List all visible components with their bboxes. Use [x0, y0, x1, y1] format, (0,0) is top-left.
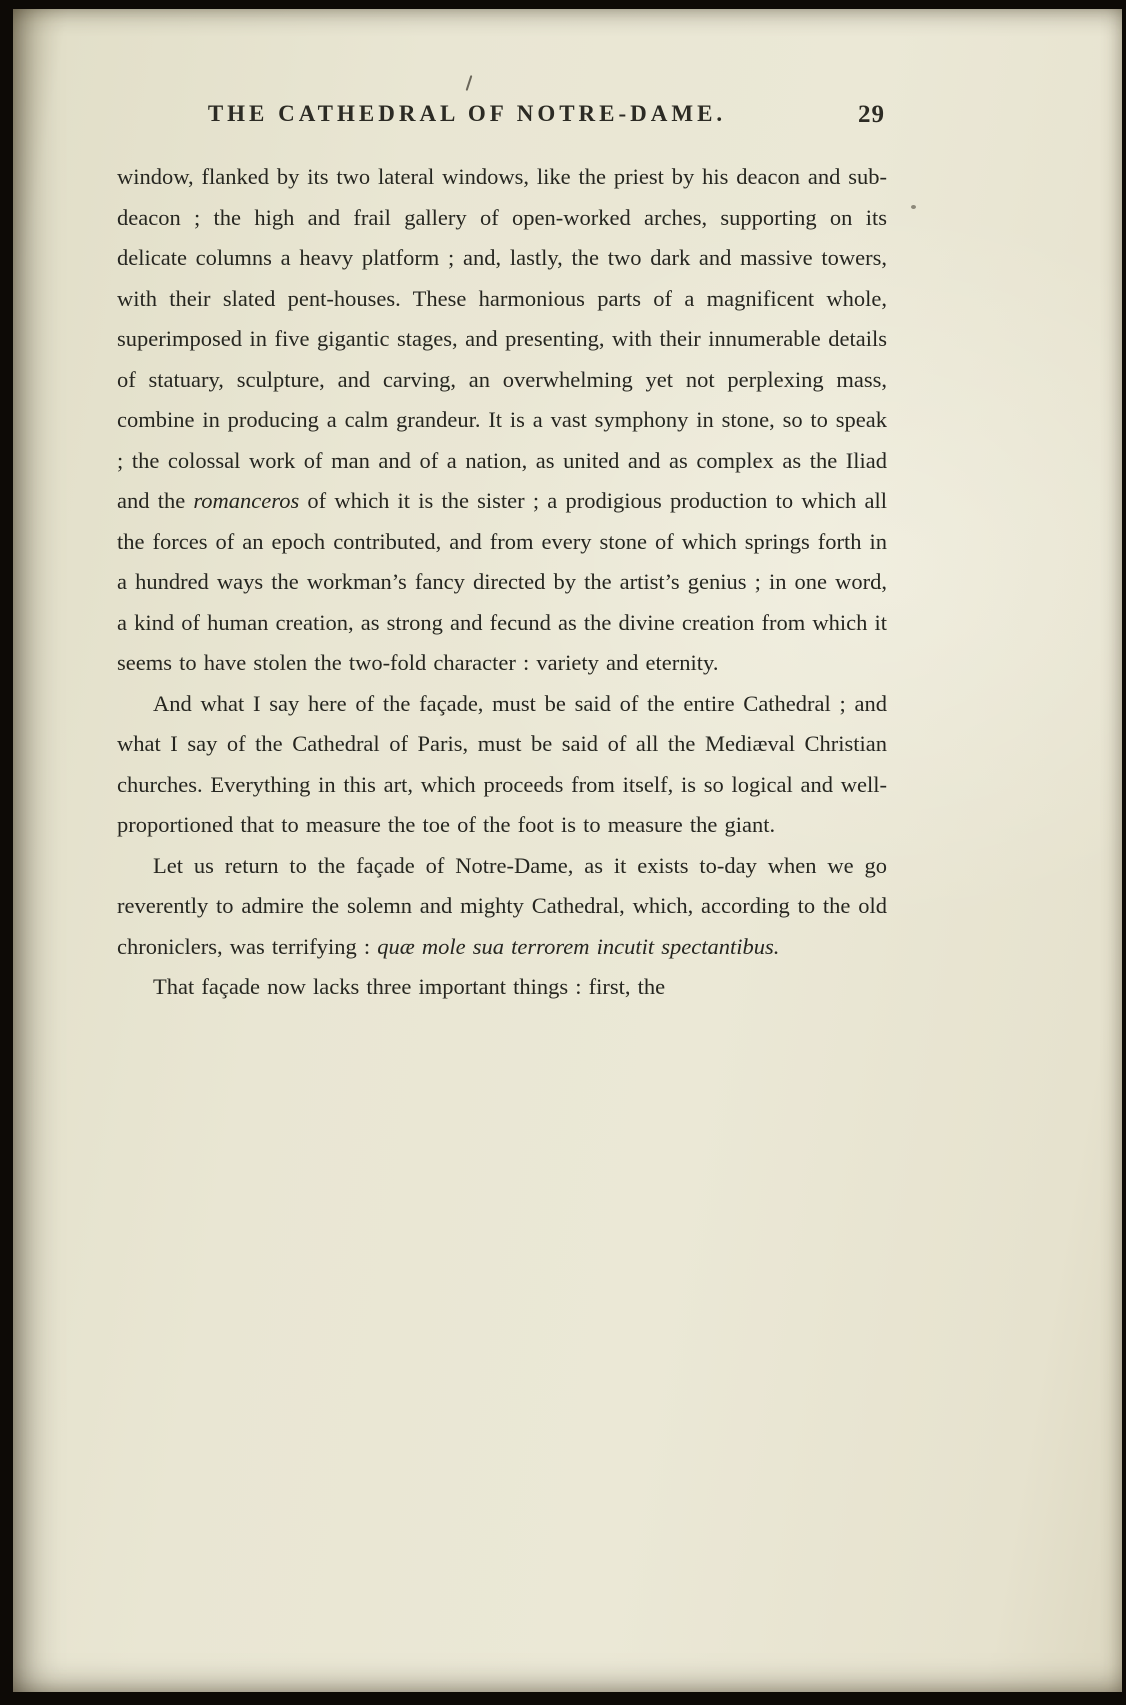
- page-header: [117, 101, 887, 135]
- page-number: 29: [858, 101, 885, 128]
- italic-phrase-romanceros: romanceros: [193, 488, 300, 513]
- paragraph-1-text: window, flanked by its two lateral windows, like the priest by his deacon and sub-deacon ; the high and frail gallery of open-worked arches, supporting on its delicate columns a heavy platform ; and, lastly, the two dark and massive towers, with their slated pent-houses. These harmonious parts of a magnificent whole, superimposed in five gigantic stages, and presenting, with their innumerable details of statuary, sculpture, and carving, an overwhelming yet not perplexing mass, combine in producing a calm grandeur. It is a vast symphony in stone, so to speak ; the colossal work of man and of a nation, as united and as complex as the Iliad and the: [117, 164, 887, 513]
- italic-phrase-latin-quote: quæ mole sua terrorem incutit spectantibus.: [377, 933, 780, 959]
- body-text: [117, 157, 887, 1008]
- paragraph-1: [117, 157, 887, 684]
- paragraph-3: [117, 846, 887, 968]
- running-title: THE CATHEDRAL OF NOTRE-DAME.: [207, 101, 727, 126]
- scan-artifact-mark: [466, 75, 473, 91]
- scan-artifact-speck: [911, 205, 916, 209]
- paragraph-3-text: Let us return to the façade of Notre-Dame, as it exists to-day when we go reverently to admire the solemn and mighty Cathedral, which, according to the old chroniclers, was terrifying :: [117, 852, 887, 959]
- page-surface: [13, 9, 1122, 1692]
- paragraph-1-text-continued: of which it is the sister ; a prodigious production to which all the forces of an epoch contributed, and from every stone of which springs forth in a hundred ways the workman’s fancy directed by the artist’s genius ; in one word, a kind of human creation, as strong and fecund as the divine creation from which it seems to have stolen the two-fold character : variety and eternity.: [117, 488, 888, 675]
- paragraph-2: And what I say here of the façade, must be said of the entire Cathedral ; and what I say of the Cathedral of Paris, must be said of all the Mediæval Christian churches. Everything in this art, which proceeds from itself, is so logical and well-proportioned that to measure the toe of the foot is to measure the giant.: [117, 690, 887, 837]
- paragraph-4: That façade now lacks three important things : first, the: [153, 974, 666, 999]
